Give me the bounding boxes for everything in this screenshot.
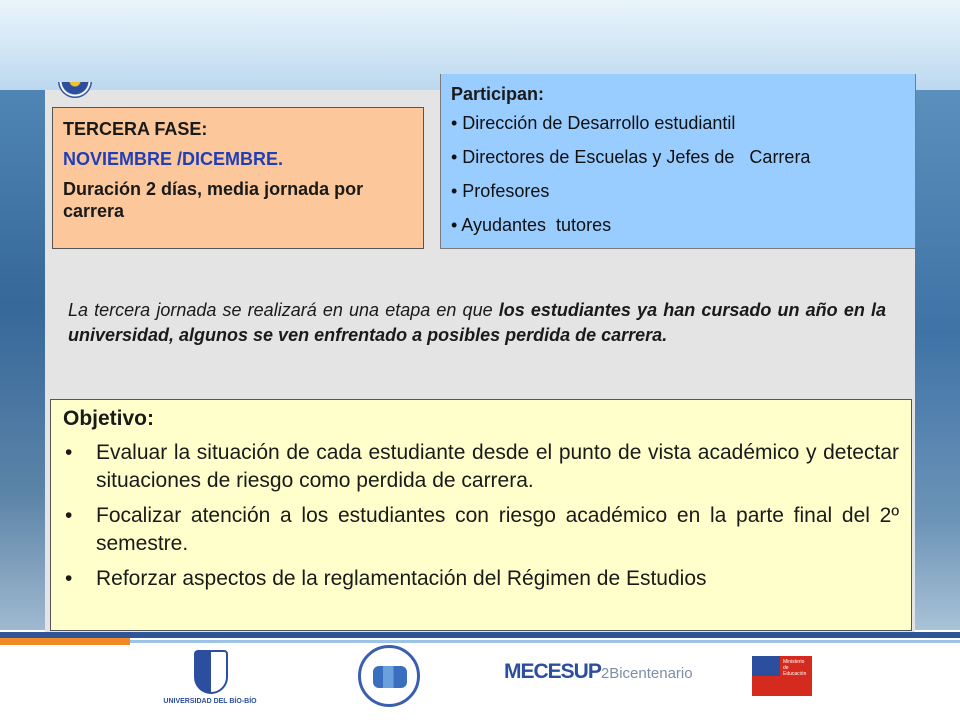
phase-box [52, 107, 424, 249]
intro-emphasis: los estudiantes ya han cursado un año en la universidad, algunos se ven enfrentado a posibles perdida de carrera. [68, 300, 886, 345]
intro-paragraph [68, 298, 886, 348]
ubb-name: UNIVERSIDAD DEL BÍO-BÍO [163, 698, 257, 705]
participants-title: Participan: [451, 84, 545, 104]
ministry-logo [752, 656, 812, 712]
bullet-icon: • [65, 567, 73, 590]
ubb-logo [160, 650, 260, 712]
emblem-icon [58, 82, 92, 98]
phase-dates: NOVIEMBRE /DICEMBRE. [63, 149, 284, 169]
objective-list [63, 439, 899, 593]
footer-line [130, 640, 960, 643]
people-icon [373, 666, 407, 688]
phase-duration: Duración 2 días, media jornada por carrera [63, 179, 364, 221]
objective-item-text: Evaluar la situación de cada estudiante desde el punto de vista académico y detectar situaciones de riesgo como perdida de carrera. [96, 441, 899, 492]
objective-title: Objetivo: [63, 407, 155, 430]
participants-box [440, 74, 916, 249]
side-background-right [915, 90, 960, 630]
program-logo [358, 645, 420, 707]
intro-text: La tercera jornada se realizará en una etapa en que [68, 300, 499, 320]
side-background-left [0, 90, 45, 630]
bullet-icon: • [65, 504, 73, 527]
participant-item: • Dirección de Desarrollo estudiantil [451, 113, 736, 133]
ministry-name: Ministerio de Educación [783, 659, 807, 677]
objective-box [50, 399, 912, 631]
participants-list [451, 113, 905, 235]
objective-item-text: Focalizar atención a los estudiantes con riesgo académico en la parte final del 2º semestre. [96, 504, 899, 555]
mecesup-name: MECESUP [504, 660, 601, 683]
footer-accent [0, 638, 130, 645]
participant-item: • Profesores [451, 181, 550, 201]
objective-item [63, 502, 899, 558]
ubb-shield-icon [194, 650, 228, 694]
bullet-icon: • [65, 441, 73, 464]
mecesup-logo [504, 660, 693, 690]
mecesup-subtitle: 2Bicentenario [600, 665, 693, 682]
objective-item [63, 565, 899, 593]
phase-title: TERCERA FASE: [63, 119, 208, 139]
flag-icon [752, 656, 780, 696]
participant-item: • Directores de Escuelas y Jefes de Carrera [451, 147, 811, 167]
footer-divider [0, 632, 960, 638]
objective-item [63, 439, 899, 495]
objective-item-text: Reforzar aspectos de la reglamentación del Régimen de Estudios [96, 567, 707, 590]
participant-item: • Ayudantes tutores [451, 215, 612, 235]
